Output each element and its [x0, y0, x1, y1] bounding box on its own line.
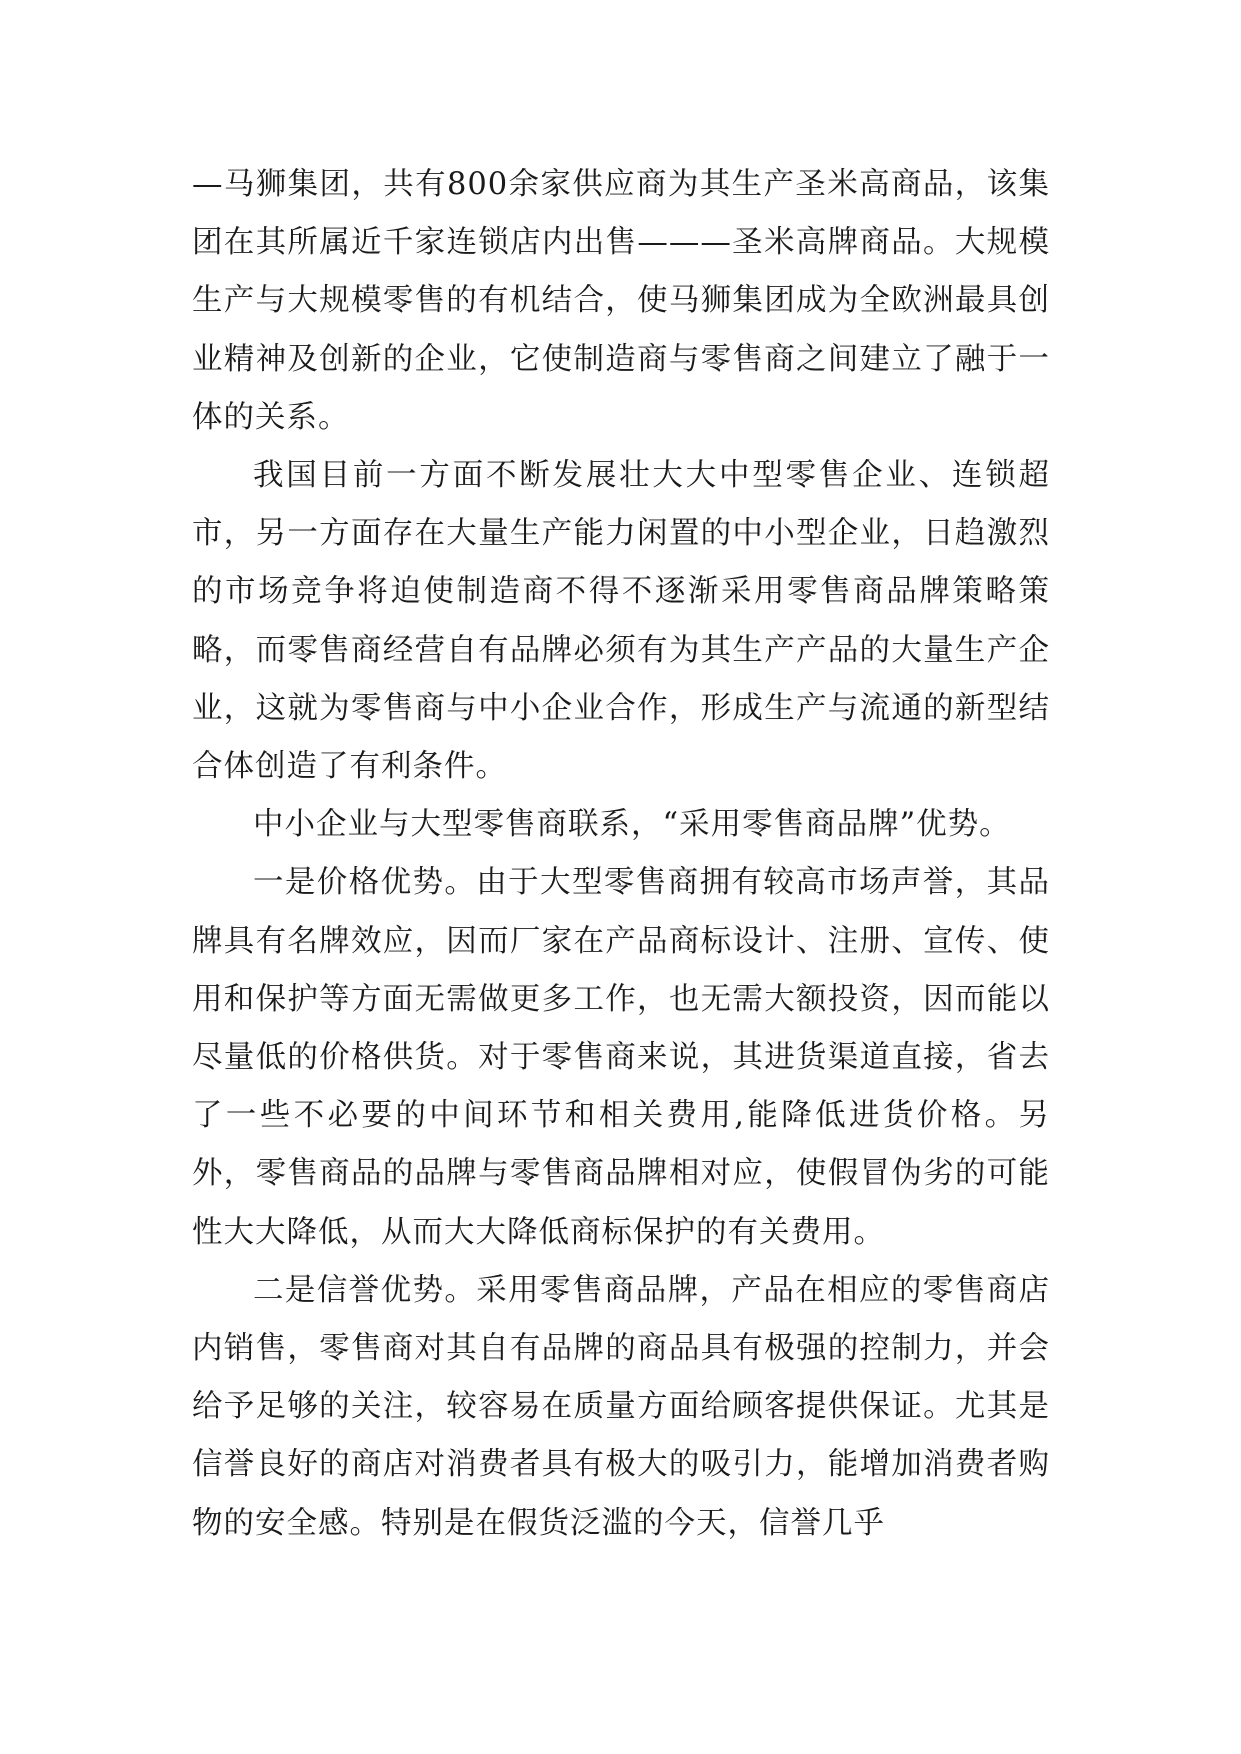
paragraph-advantages-intro: 中小企业与大型零售商联系，“采用零售商品牌”优势。: [253, 807, 1011, 843]
document-body: [192, 156, 1050, 1553]
paragraph-domestic-situation: 我国目前一方面不断发展壮大大中型零售企业、连锁超市，另一方面存在大量生产能力闲置的中小型企业，日趋激烈的市场竞争将迫使制造商不得不逐渐采用零售商品牌策略策略，而零售商经营自有品牌必须有为其生产产品的大量生产企业，这就为零售商与中小企业合作，形成生产与流通的新型结合体创造了有利条件。: [192, 458, 1050, 785]
paragraph-credibility-advantage: 二是信誉优势。采用零售商品牌，产品在相应的零售商店内销售，零售商对其自有品牌的商品具有极强的控制力，并会给予足够的关注，较容易在质量方面给顾客提供保证。尤其是信誉良好的商店对消费者具有极大的吸引力，能增加消费者购物的安全感。特别是在假货泛滥的今天，信誉几乎: [192, 1272, 1050, 1541]
paragraph-price-advantage: 一是价格优势。由于大型零售商拥有较高市场声誉，其品牌具有名牌效应，因而厂家在产品商标设计、注册、宣传、使用和保护等方面无需做更多工作，也无需大额投资，因而能以尽量低的价格供货。对于零售商来说，其进货渠道直接，省去了一些不必要的中间环节和相关费用,能降低进货价格。另外，零售商品的品牌与零售商品牌相对应，使假冒伪劣的可能性大大降低，从而大大降低商标保护的有关费用。: [192, 865, 1050, 1250]
paragraph-continuation: —马狮集团，共有800余家供应商为其生产圣米高商品，该集团在其所属近千家连锁店内出售———圣米高牌商品。大规模生产与大规模零售的有机结合，使马狮集团成为全欧洲最具创业精神及创新的企业，它使制造商与零售商之间建立了融于一体的关系。: [192, 167, 1050, 435]
